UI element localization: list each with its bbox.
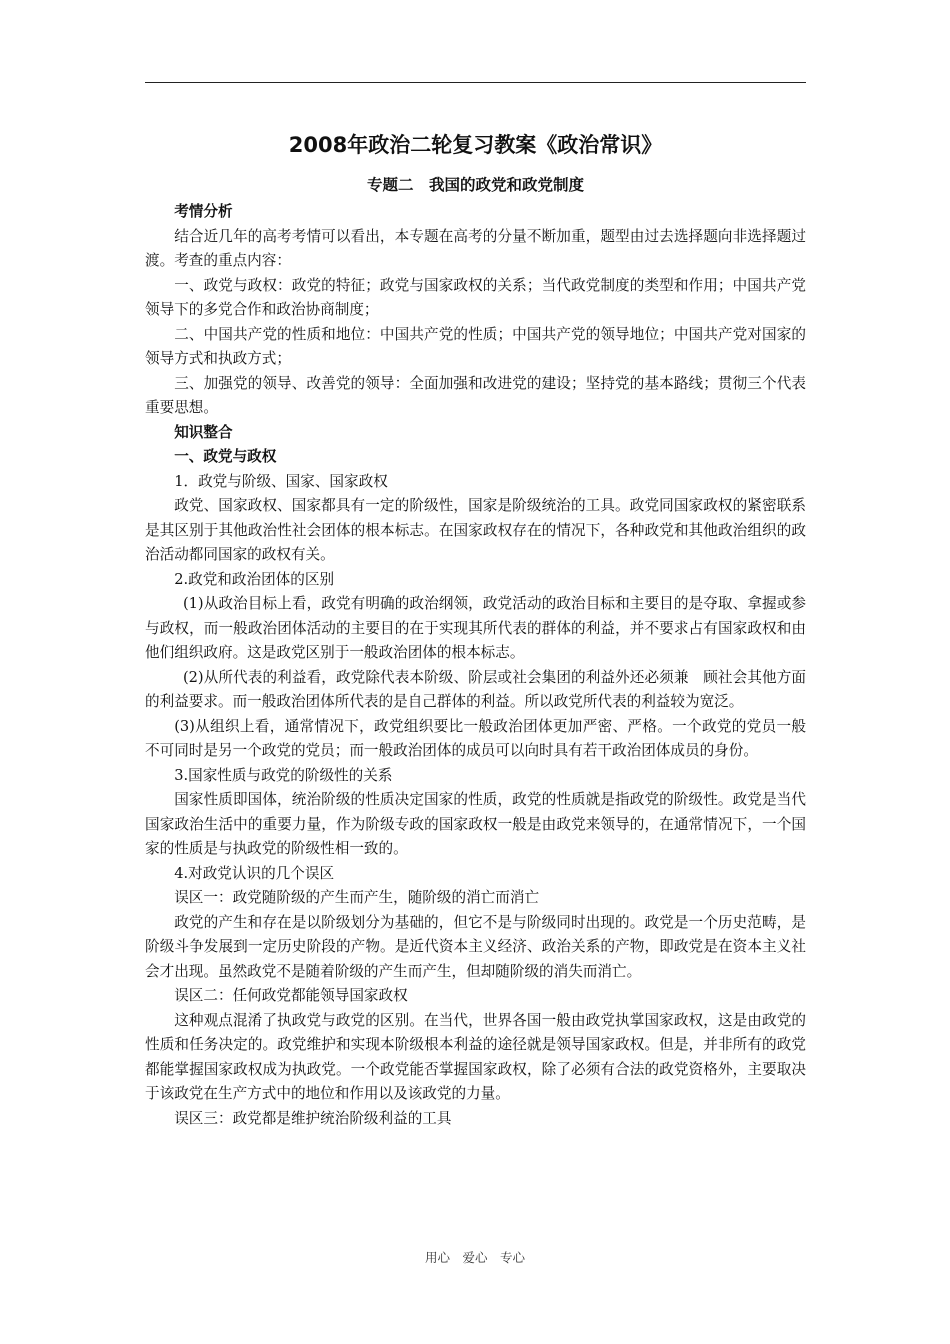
document-title: 2008年政治二轮复习教案《政治常识》 (288, 133, 663, 157)
paragraph: 政党的产生和存在是以阶级划分为基础的，但它不是与阶级同时出现的。政党是一个历史范畴，是阶级斗争发展到一定历史阶段的产物。是近代资本主义经济、政治关系的产物，即政党是在资本主义社会才出现。虽然政党不是随着阶级的产生而产生，但却随阶级的消失而消亡。 (145, 913, 806, 980)
paragraph: 结合近几年的高考考情可以看出，本专题在高考的分量不断加重，题型由过去选择题向非选择题过渡。考查的重点内容： (145, 227, 806, 269)
paragraph-list (145, 200, 806, 1131)
paragraph: (2)从所代表的利益看，政党除代表本阶级、阶层或社会集团的利益外还必须兼 顾社会其他方面的利益要求。而一般政治团体所代表的是自己群体的利益。所以政党所代表的利益较为宽泛。 (145, 668, 806, 710)
paragraph: 4.对政党认识的几个误区 (174, 864, 335, 882)
document-subtitle: 专题二 我国的政党和政党制度 (366, 176, 584, 194)
paragraph: (1)从政治目标上看，政党有明确的政治纲领，政党活动的政治目标和主要目的是夺取、拿握或参与政权，而一般政治团体活动的主要目的在于实现其所代表的群体的利益，并不要求占有国家政权和由他们组织政府。这是政党区别于一般政治团体的根本标志。 (145, 595, 806, 661)
paragraph: 1．政党与阶级、国家、国家政权 (174, 472, 388, 490)
paragraph: 国家性质即国体，统治阶级的性质决定国家的性质，政党的性质就是指政党的阶级性。政党是当代国家政治生活中的重要力量，作为阶级专政的国家政权一般是由政党来领导的，在通常情况下，一个国家的性质是与执政党的阶级性相一致的。 (145, 791, 806, 857)
paragraph: (3)从组织上看，通常情况下，政党组织要比一般政治团体更加严密、严格。一个政党的党员一般不可同时是另一个政党的党员；而一般政治团体的成员可以向时具有若干政治团体成员的身份。 (145, 717, 806, 759)
paragraph: 政党、国家政权、国家都具有一定的阶级性，国家是阶级统治的工具。政党同国家政权的紧密联系是其区别于其他政治性社会团体的根本标志。在国家政权存在的情况下，各种政党和其他政治组织的政治活动都同国家的政权有关。 (145, 497, 806, 563)
header-rule (145, 82, 806, 83)
document-body (145, 128, 806, 1131)
paragraph: 三、加强党的领导、改善党的领导：全面加强和改进党的建设；坚持党的基本路线；贯彻三个代表重要思想。 (145, 374, 806, 416)
paragraph: 误区一：政党随阶级的产生而产生，随阶级的消亡而消亡 (174, 889, 540, 906)
paragraph: 3.国家性质与政党的阶级性的关系 (174, 766, 393, 784)
section-heading: 一、政党与政权 (174, 448, 277, 465)
paragraph: 2.政党和政治团体的区别 (174, 570, 335, 588)
section-heading: 知识整合 (174, 423, 233, 441)
paragraph: 误区三：政党都是维护统治阶级利益的工具 (174, 1109, 452, 1127)
paragraph: 这种观点混淆了执政党与政党的区别。在当代，世界各国一般由政党执掌国家政权，这是由政党的性质和任务决定的。政党维护和实现本阶级根本利益的途径就是领导国家政权。但是，并非所有的政党都能掌握国家政权成为执政党。一个政党能否掌握国家政权，除了必须有合法的政党资格外，主要取决于该政党在生产方式中的地位和作用以及该政党的力量。 (145, 1011, 806, 1102)
section-heading: 考情分析 (174, 203, 233, 220)
paragraph: 一、政党与政权：政党的特征；政党与国家政权的关系；当代政党制度的类型和作用；中国共产党领导下的多党合作和政治协商制度； (145, 276, 806, 318)
paragraph: 误区二：任何政党都能领导国家政权 (174, 987, 408, 1004)
page-footer: 用心 爱心 专心 (424, 1250, 525, 1265)
paragraph: 二、中国共产党的性质和地位：中国共产党的性质；中国共产党的领导地位；中国共产党对国家的领导方式和执政方式； (145, 325, 806, 367)
